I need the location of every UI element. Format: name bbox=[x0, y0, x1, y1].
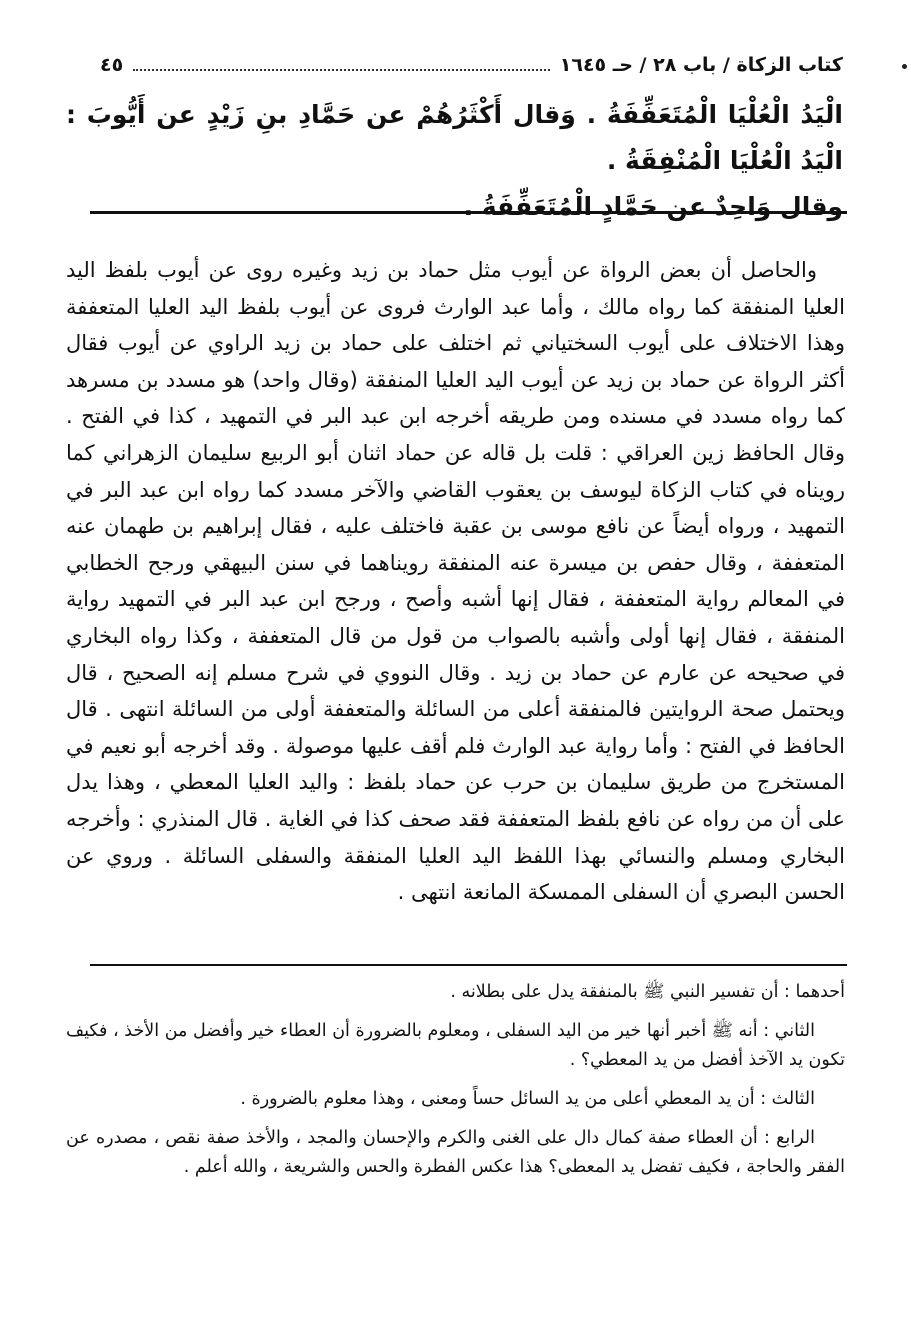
page-number: ٤٥ bbox=[100, 54, 124, 76]
running-header bbox=[100, 48, 843, 82]
footnote-3: الثالث : أن يد المعطي أعلى من يد السائل حساً ومعنى ، وهذا معلوم بالضرورة . bbox=[240, 1089, 815, 1109]
scan-edge-mark bbox=[902, 64, 907, 69]
hadith-line-1: الْيَدُ الْعُلْيَا الْمُتَعَفِّفَةُ . وَقال أَكْثَرُهُمْ عن حَمَّادِ بنِ زَيْدٍ عن أَيُّوبَ : الْيَدُ الْعُلْيَا الْمُنْفِقَةُ . bbox=[66, 100, 843, 175]
commentary bbox=[66, 252, 845, 911]
dot-leader bbox=[133, 69, 550, 71]
footnote-4: الرابع : أن العطاء صفة كمال دال على الغنى والكرم والإحسان والمجد ، والأخذ صفة نقص ، مصدره عن الفقر والحاجة ، فكيف تفضل يد المعطى؟ هذا عكس الفطرة والحس والشريعة ، والله أعلم . bbox=[66, 1128, 845, 1177]
footnotes bbox=[66, 978, 845, 1192]
footnote-divider bbox=[90, 964, 847, 966]
footnote-1: أحدهما : أن تفسير النبي ﷺ بالمنفقة يدل على بطلانه . bbox=[450, 982, 845, 1002]
hadith-text bbox=[66, 92, 843, 230]
running-title: كتاب الزكاة / باب ٢٨ / حـ ١٦٤٥ bbox=[559, 54, 843, 76]
section-divider bbox=[90, 211, 847, 214]
commentary-paragraph: والحاصل أن بعض الرواة عن أيوب مثل حماد بن زيد وغيره روى عن أيوب بلفظ اليد العليا المنفقة كما رواه مالك ، وأما عبد الوارث فروى عن أيوب بلفظ اليد العليا المتعففة وهذا الاختلاف على أيوب السختياني ثم اختلف على حماد بن زيد الراوي عن أيوب فقال أكثر الرواة عن حماد بن زيد عن أيوب اليد العليا المنفقة (وقال واحد) هو مسدد بن مسرهد كما رواه مسدد في مسنده ومن طريقه أخرجه ابن عبد البر في التمهيد ، كذا في الفتح . وقال الحافظ زين العراقي : قلت بل قاله عن حماد اثنان أبو الربيع سليمان الزهراني كما رويناه في كتاب الزكاة ليوسف بن يعقوب القاضي والآخر مسدد كما رواه ابن عبد البر في التمهيد ، ورواه أيضاً عن نافع موسى بن عقبة فاختلف عليه ، فقال إبراهيم بن طهمان عنه المتعففة ، وقال حفص بن ميسرة عنه المنفقة رويناهما في سنن البيهقي ورجح الخطابي في المعالم رواية المتعففة ، فقال إنها أشبه وأصح ، ورجح ابن عبد البر في التمهيد رواية المنفقة ، فقال إنها أولى وأشبه بالصواب من قول من قال المتعففة ، وكذا رواه البخاري في صحيحه عن عارم عن حماد بن زيد . وقال النووي في شرح مسلم إنه الصحيح ، قال ويحتمل صحة الروايتين فالمنفقة أعلى من السائلة والمتعففة أولى من السائلة انتهى . قال الحافظ في الفتح : وأما رواية عبد الوارث فلم أقف عليها موصولة . وقد أخرجه أبو نعيم في المستخرج من طريق سليمان بن حرب عن حماد بلفظ : واليد العليا المعطي ، وهذا يدل على أن من رواه عن نافع بلفظ المتعففة فقد صحف كذا في الغاية . قال المنذري : وأخرجه البخاري ومسلم والنسائي بهذا اللفظ اليد العليا المنفقة والسفلى السائلة . وروي عن الحسن البصري أن السفلى الممسكة المانعة انتهى . bbox=[66, 258, 845, 905]
footnote-2: الثاني : أنه ﷺ أخبر أنها خير من اليد السفلى ، ومعلوم بالضرورة أن العطاء خير وأفضل من الأخذ ، فكيف تكون يد الآخذ أفضل من يد المعطي؟ . bbox=[66, 1021, 845, 1070]
hadith-line-2: وقال وَاحِدٌ عن حَمَّادٍ الْمُتَعَفِّفَةُ . bbox=[463, 192, 843, 221]
